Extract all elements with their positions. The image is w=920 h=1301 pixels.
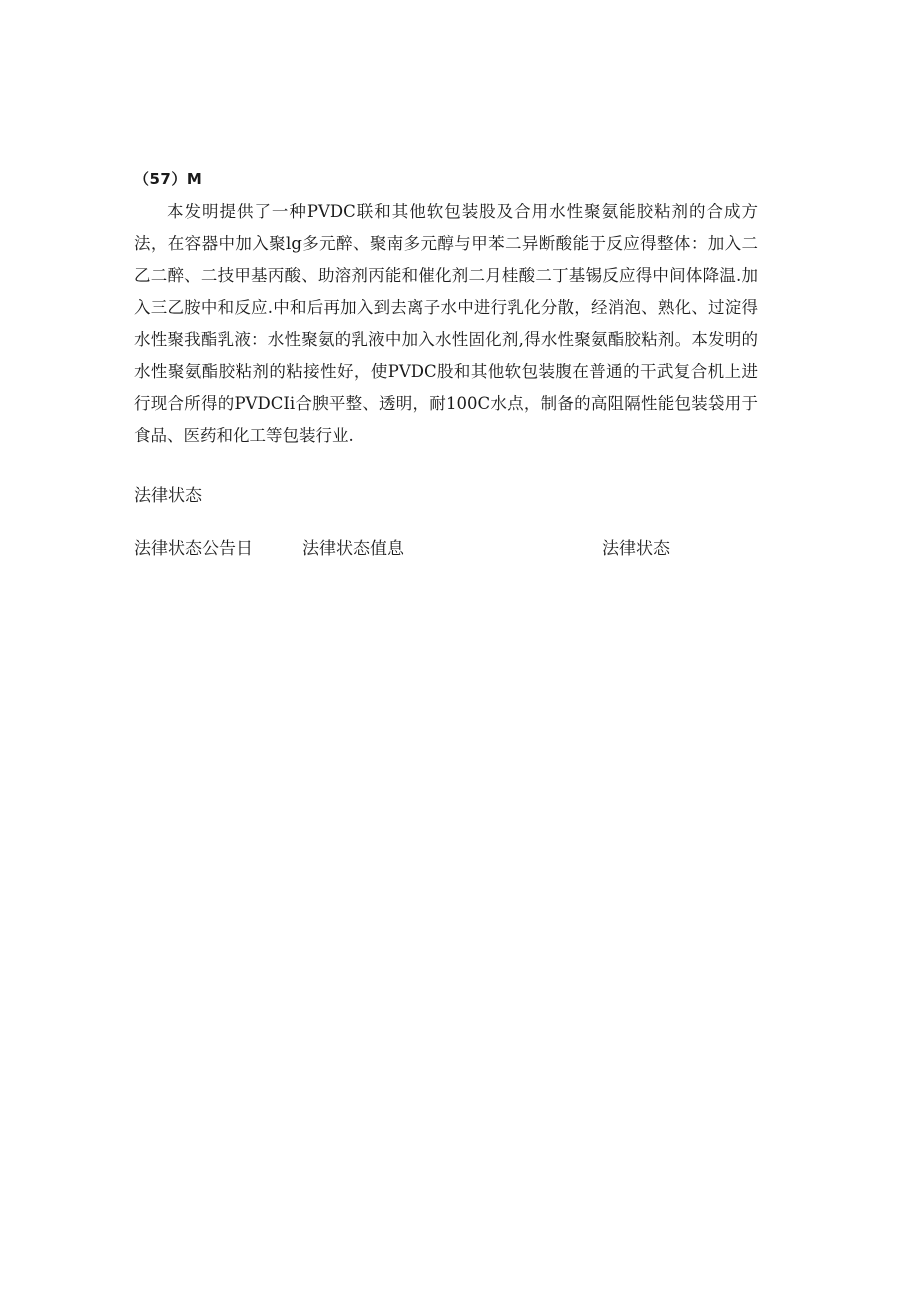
column-header-status-info: 法律状态值息 bbox=[302, 539, 404, 559]
column-header-status: 法律状态 bbox=[602, 539, 670, 559]
column-header-announcement-date: 法律状态公告日 bbox=[134, 539, 253, 559]
legal-status-heading: 法律状态 bbox=[134, 486, 202, 506]
abstract-label: （57）M bbox=[134, 170, 203, 188]
abstract-text: 本发明提供了一种PVDC联和其他软包装股及合用水性聚氨能胶粘剂的合成方法，在容器中加入聚lg多元醉、聚南多元醇与甲苯二异断酸能于反应得整体：加入二乙二醉、二技甲基丙酸、助溶剂丙能和催化剂二月桂酸二丁基锡反应得中间体降温.加入三乙胺中和反应.中和后再加入到去离子水中进行乳化分散，经消泡、熟化、过淀得水性聚我酯乳液：水性聚氨的乳液中加入水性固化剂,得水性聚氨酯胶粘剂。本发明的水性聚氨酯胶粘剂的粘接性好，使PVDC股和其他软包装腹在普通的干武复合机上进行现合所得的PVDCIi合腴平整、透明，耐100C水点，制备的高阻隔性能包装袋用于食品、医药和化工等包装行业. bbox=[134, 202, 758, 445]
legal-status-table-header bbox=[134, 534, 774, 558]
